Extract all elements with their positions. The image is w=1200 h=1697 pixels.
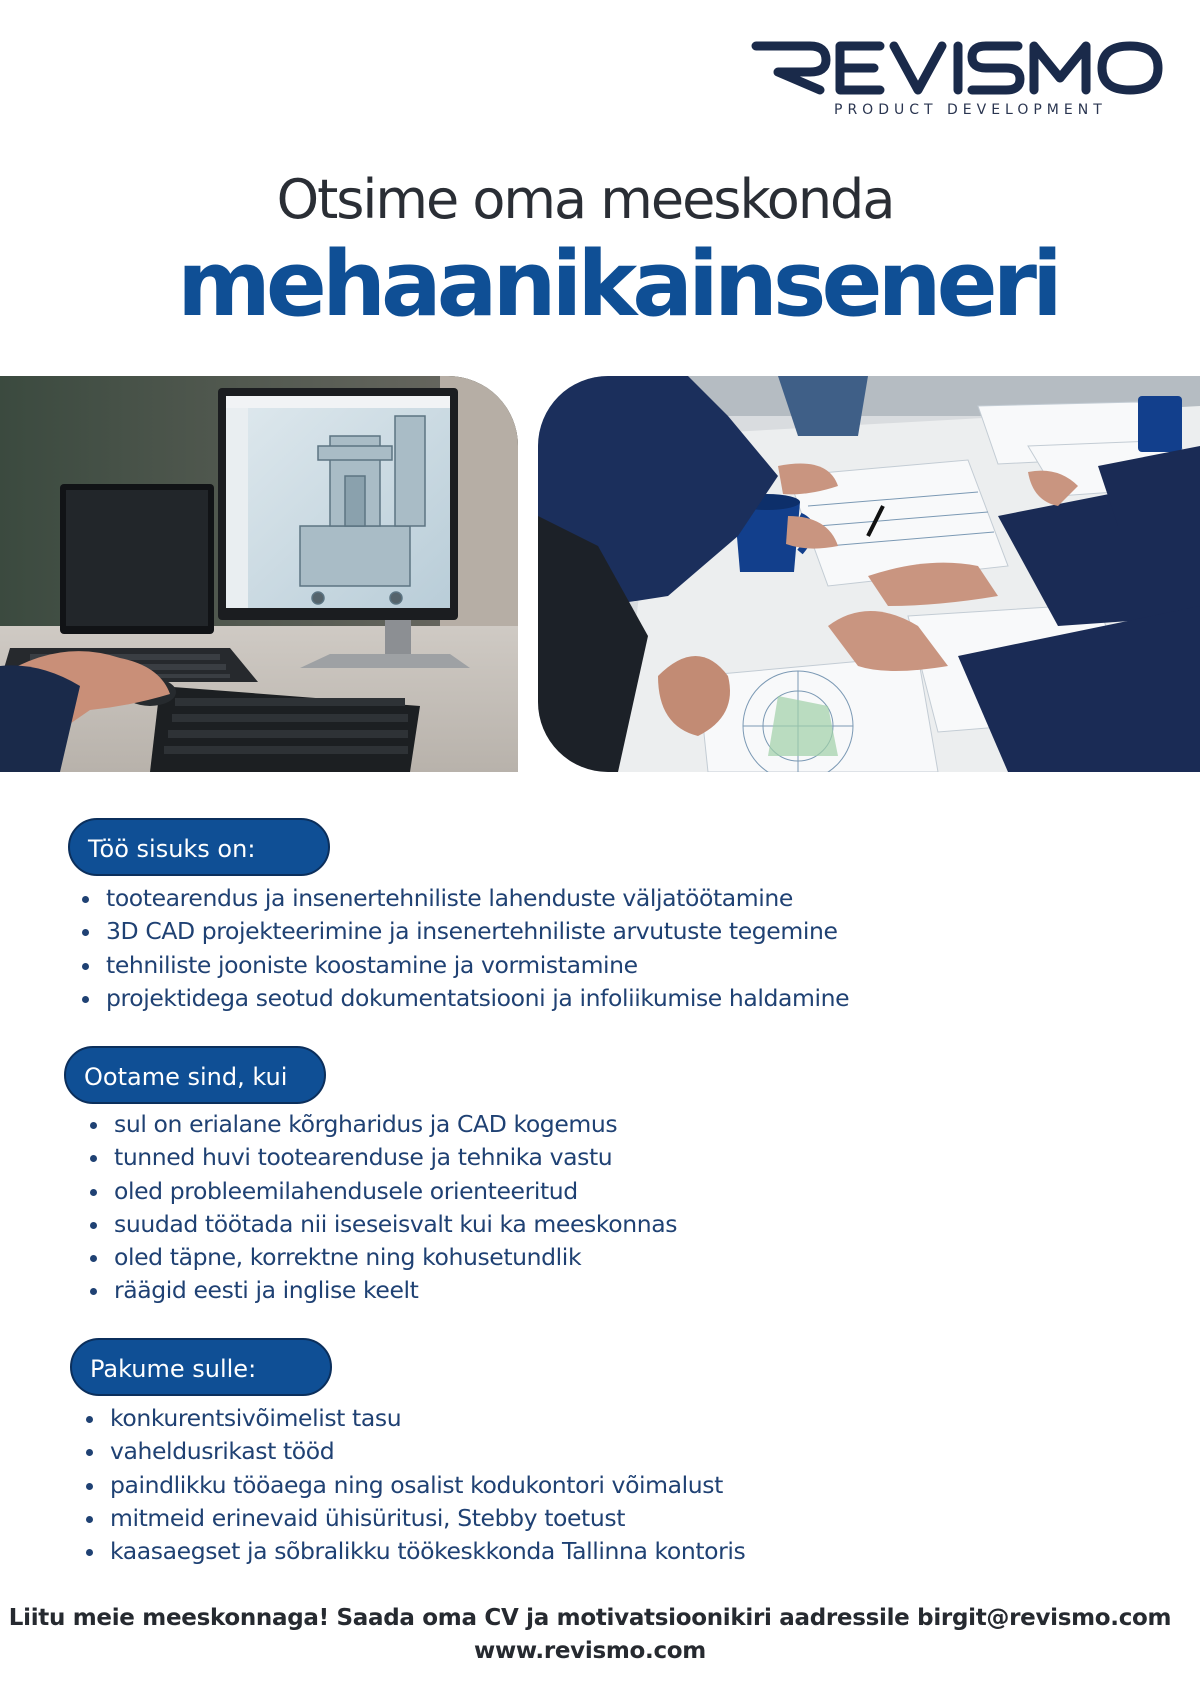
logo-wordmark-icon <box>748 38 1168 98</box>
benefits-list <box>86 1402 745 1568</box>
list-item: paindlikku tööaega ning osalist kodukontori võimalust <box>86 1469 745 1502</box>
list-item: tunned huvi tootearenduse ja tehnika vastu <box>90 1141 677 1174</box>
section-pill-requirements: Ootame sind, kui <box>64 1046 326 1104</box>
revismo-logo <box>748 38 1168 122</box>
list-item: suudad töötada nii iseseisvalt kui ka meeskonnas <box>90 1208 677 1241</box>
job-title: mehaanikainseneri <box>177 232 1058 337</box>
logo-tagline: PRODUCT DEVELOPMENT <box>834 102 1107 118</box>
list-item: 3D CAD projekteerimine ja insenertehniliste arvutuste tegemine <box>82 915 849 948</box>
list-item: oled täpne, korrektne ning kohusetundlik <box>90 1241 677 1274</box>
list-item: vaheldusrikast tööd <box>86 1435 745 1468</box>
list-item: projektidega seotud dokumentatsiooni ja infoliikumise haldamine <box>82 982 849 1015</box>
section-pill-duties: Töö sisuks on: <box>68 818 330 876</box>
cad-workstation-photo <box>0 376 518 772</box>
list-item: tehniliste jooniste koostamine ja vormistamine <box>82 949 849 982</box>
requirements-list <box>90 1108 677 1308</box>
list-item: mitmeid erinevaid ühisüritusi, Stebby toetust <box>86 1502 745 1535</box>
section-pill-benefits: Pakume sulle: <box>70 1338 332 1396</box>
list-item: räägid eesti ja inglise keelt <box>90 1274 677 1307</box>
footer-cta: Liitu meie meeskonnaga! Saada oma CV ja motivatsioonikiri aadressile birgit@revismo.com <box>8 1605 1172 1631</box>
list-item: oled probleemilahendusele orienteeritud <box>90 1175 677 1208</box>
duties-list <box>82 882 849 1015</box>
team-meeting-photo <box>538 376 1200 772</box>
list-item: sul on erialane kõrgharidus ja CAD kogemus <box>90 1108 677 1141</box>
list-item: tootearendus ja insenertehniliste lahenduste väljatöötamine <box>82 882 849 915</box>
list-item: kaasaegset ja sõbralikku töökeskkonda Tallinna kontoris <box>86 1535 745 1568</box>
list-item: konkurentsivõimelist tasu <box>86 1402 745 1435</box>
website-link[interactable]: www.revismo.com <box>474 1638 706 1664</box>
headline: Otsime oma meeskonda <box>276 168 894 231</box>
